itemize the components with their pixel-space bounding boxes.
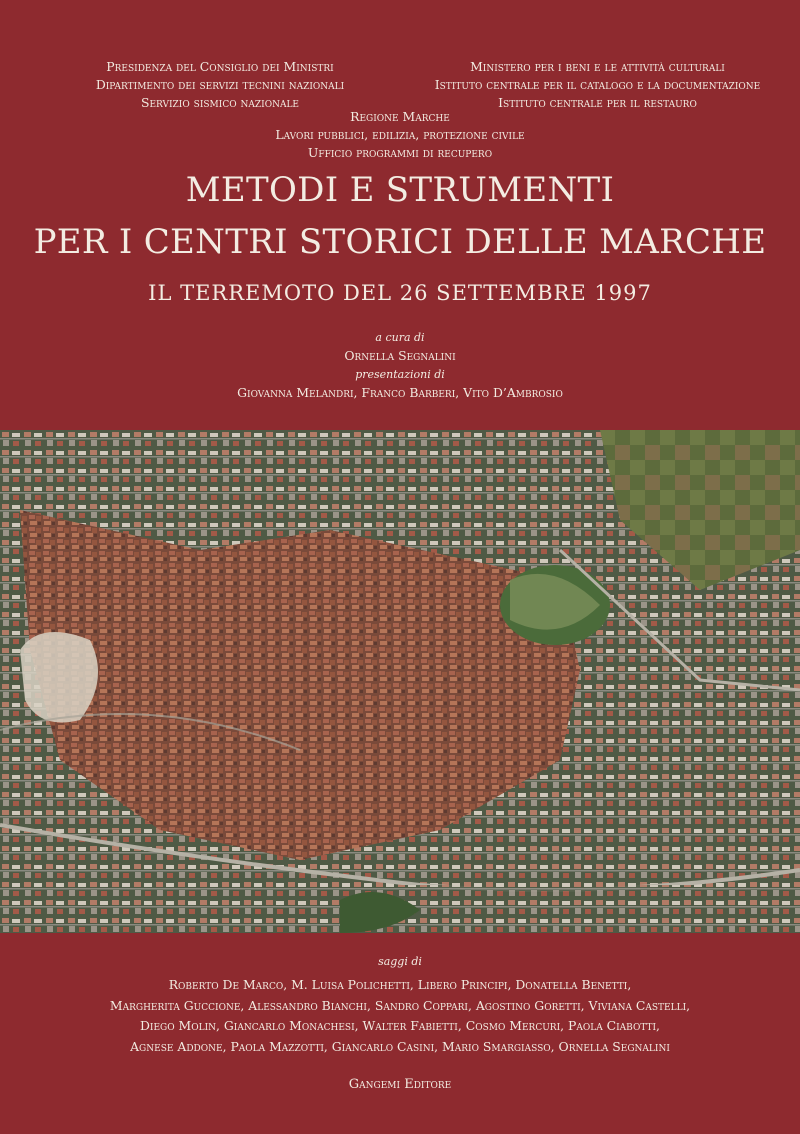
essays-label: saggi di [378, 955, 422, 968]
essays-block [0, 955, 800, 1057]
essays-authors-line: Diego Molin, Giancarlo Monachesi, Walter Fabietti, Cosmo Mercuri, Paola Ciabotti, [139, 1018, 660, 1033]
book-title-line-2: PER I CENTRI STORICI DELLE MARCHE [33, 222, 767, 262]
institution-line: Ministero per i beni e le attività culturali [470, 59, 725, 74]
institution-block-left [40, 58, 400, 112]
essays-authors-line: Margherita Guccione, Alessandro Bianchi, Sandro Coppari, Agostino Goretti, Viviana Castelli, [109, 997, 691, 1013]
aerial-photo-image [0, 430, 800, 933]
book-title [0, 164, 800, 268]
essays-authors-line: Roberto De Marco, M. Luisa Polichetti, Libero Principi, Donatella Benetti, [168, 977, 632, 992]
aerial-photo [0, 430, 800, 933]
institution-line: Servizio sismico nazionale [140, 95, 300, 110]
editor-block [0, 330, 800, 402]
institution-block-center [0, 108, 800, 162]
presentations-label: presentazioni di [355, 368, 445, 381]
institution-block-right [405, 58, 790, 112]
book-title-line-1: METODI E STRUMENTI [185, 170, 615, 210]
editor-name: Ornella Segnalini [344, 348, 456, 363]
editor-label: a cura di [375, 331, 425, 344]
institution-line: Istituto centrale per il catalogo e la documentazione [434, 77, 761, 92]
publisher-name: Gangemi Editore [348, 1077, 452, 1092]
presentations-names: Giovanna Melandri, Franco Barberi, Vito D’Ambrosio [237, 385, 563, 400]
institution-line: Regione Marche [350, 109, 450, 124]
essays-authors-line: Agnese Addone, Paola Mazzotti, Giancarlo Casini, Mario Smargiasso, Ornella Segnalini [130, 1038, 670, 1054]
institution-line: Ufficio programmi di recupero [307, 145, 493, 160]
institution-line: Presidenza del Consiglio dei Ministri [106, 59, 334, 74]
institution-line: Dipartimento dei servizi tecnini nazionali [95, 77, 345, 92]
institution-line: Istituto centrale per il restauro [498, 95, 697, 110]
book-subtitle: IL TERREMOTO DEL 26 SETTEMBRE 1997 [148, 281, 652, 305]
institution-line: Lavori pubblici, edilizia, protezione civile [275, 127, 525, 142]
